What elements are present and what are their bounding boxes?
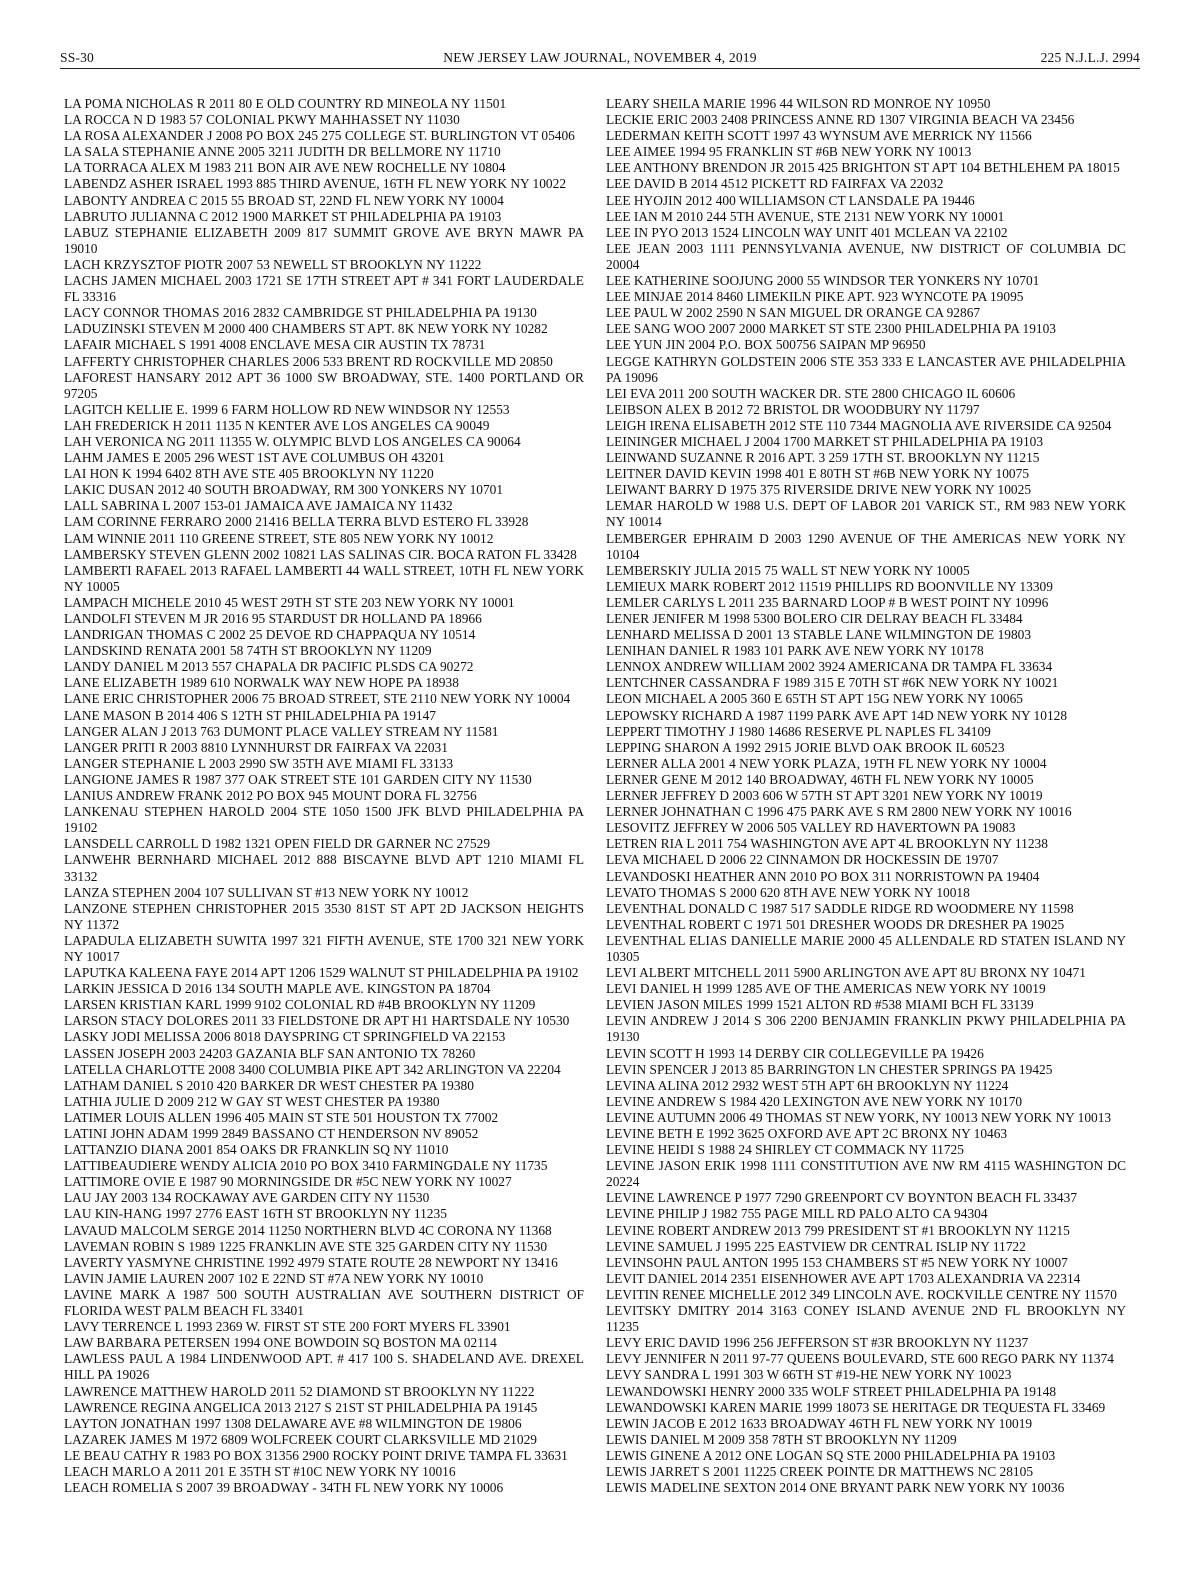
attorney-entry: LENIHAN DANIEL R 1983 101 PARK AVE NEW YORK NY 10178 bbox=[606, 643, 984, 659]
attorney-entry: LEVINE PHILIP J 1982 755 PAGE MILL RD PALO ALTO CA 94304 bbox=[606, 1206, 988, 1222]
attorney-entry: LACHS JAMEN MICHAEL 2003 1721 SE 17TH STREET APT # 341 FORT LAUDERDALE FL 33316 bbox=[64, 273, 584, 305]
attorney-entry: LABENDZ ASHER ISRAEL 1993 885 THIRD AVENUE, 16TH FL NEW YORK NY 10022 bbox=[64, 176, 567, 192]
attorney-entry: LATTIMORE OVIE E 1987 90 MORNINGSIDE DR #5C NEW YORK NY 10027 bbox=[64, 1174, 512, 1190]
attorney-entry: LEMBERSKIY JULIA 2015 75 WALL ST NEW YORK NY 10005 bbox=[606, 562, 970, 578]
attorney-entry: LEWIS DANIEL M 2009 358 78TH ST BROOKLYN NY 11209 bbox=[606, 1431, 957, 1447]
attorney-entry: LAMBERTI RAFAEL 2013 RAFAEL LAMBERTI 44 WALL STREET, 10TH FL NEW YORK NY 10005 bbox=[64, 562, 584, 594]
attorney-entry: LEARY SHEILA MARIE 1996 44 WILSON RD MONROE NY 10950 bbox=[606, 96, 991, 111]
attorney-entry: LEMAR HAROLD W 1988 U.S. DEPT OF LABOR 201 VARICK ST., RM 983 NEW YORK NY 10014 bbox=[606, 498, 1126, 530]
attorney-entry: LENER JENIFER M 1998 5300 BOLERO CIR DELRAY BEACH FL 33484 bbox=[606, 611, 1023, 626]
attorney-entry: LAVEMAN ROBIN S 1989 1225 FRANKLIN AVE STE 325 GARDEN CITY NY 11530 bbox=[64, 1238, 548, 1254]
attorney-entry: LEVINA ALINA 2012 2932 WEST 5TH APT 6H BROOKLYN NY 11224 bbox=[606, 1077, 1009, 1093]
attorney-entry: LECKIE ERIC 2003 2408 PRINCESS ANNE RD 1307 VIRGINIA BEACH VA 23456 bbox=[606, 112, 1075, 128]
attorney-entry: LEIGH IRENA ELISABETH 2012 STE 110 7344 MAGNOLIA AVE RIVERSIDE CA 92504 bbox=[606, 417, 1112, 433]
attorney-entry: LEPOWSKY RICHARD A 1987 1199 PARK AVE APT 14D NEW YORK NY 10128 bbox=[606, 707, 1068, 723]
attorney-entry: LATTIBEAUDIERE WENDY ALICIA 2010 PO BOX 3410 FARMINGDALE NY 11735 bbox=[64, 1158, 548, 1174]
attorney-entry: LAWLESS PAUL A 1984 LINDENWOOD APT. # 417 100 S. SHADELAND AVE. DREXEL HILL PA 19026 bbox=[64, 1351, 584, 1383]
attorney-entry: LEE KATHERINE SOOJUNG 2000 55 WINDSOR TER YONKERS NY 10701 bbox=[606, 273, 1040, 289]
left-column bbox=[64, 96, 584, 1496]
attorney-entry: LEVA MICHAEL D 2006 22 CINNAMON DR HOCKESSIN DE 19707 bbox=[606, 852, 999, 868]
attorney-entry: LEMIEUX MARK ROBERT 2012 11519 PHILLIPS RD BOONVILLE NY 13309 bbox=[606, 578, 1053, 594]
attorney-entry: LEVINE HEIDI S 1988 24 SHIRLEY CT COMMACK NY 11725 bbox=[606, 1142, 964, 1158]
attorney-entry: LATIMER LOUIS ALLEN 1996 405 MAIN ST STE 501 HOUSTON TX 77002 bbox=[64, 1109, 499, 1125]
attorney-entry: LEVITIN RENEE MICHELLE 2012 349 LINCOLN AVE. ROCKVILLE CENTRE NY 11570 bbox=[606, 1286, 1117, 1302]
attorney-entry: LEE SANG WOO 2007 2000 MARKET ST STE 2300 PHILADELPHIA PA 19103 bbox=[606, 321, 1056, 337]
attorney-entry: LACH KRZYSZTOF PIOTR 2007 53 NEWELL ST BROOKLYN NY 11222 bbox=[64, 256, 482, 272]
attorney-entry: LANDOLFI STEVEN M JR 2016 95 STARDUST DR HOLLAND PA 18966 bbox=[64, 611, 482, 626]
attorney-entry: LABRUTO JULIANNA C 2012 1900 MARKET ST PHILADELPHIA PA 19103 bbox=[64, 208, 502, 224]
attorney-entry: LANIUS ANDREW FRANK 2012 PO BOX 945 MOUNT DORA FL 32756 bbox=[64, 788, 477, 804]
attorney-entry: LEVINE JASON ERIK 1998 1111 CONSTITUTION AVE NW RM 4115 WASHINGTON DC 20224 bbox=[606, 1158, 1126, 1190]
attorney-entry: LANDY DANIEL M 2013 557 CHAPALA DR PACIFIC PLSDS CA 90272 bbox=[64, 659, 474, 675]
attorney-entry: LEGGE KATHRYN GOLDSTEIN 2006 STE 353 333 E LANCASTER AVE PHILADELPHIA PA 19096 bbox=[606, 353, 1126, 385]
attorney-entry: LEE DAVID B 2014 4512 PICKETT RD FAIRFAX VA 22032 bbox=[606, 176, 944, 192]
attorney-entry: LEVANDOSKI HEATHER ANN 2010 PO BOX 311 NORRISTOWN PA 19404 bbox=[606, 868, 1040, 884]
attorney-entry: LANE ELIZABETH 1989 610 NORWALK WAY NEW HOPE PA 18938 bbox=[64, 675, 459, 691]
attorney-entry: LA TORRACA ALEX M 1983 211 BON AIR AVE NEW ROCHELLE NY 10804 bbox=[64, 160, 506, 176]
attorney-entry: LEE IAN M 2010 244 5TH AVENUE, STE 2131 NEW YORK NY 10001 bbox=[606, 208, 1005, 224]
attorney-entry: LEE HYOJIN 2012 400 WILLIAMSON CT LANSDALE PA 19446 bbox=[606, 192, 975, 208]
attorney-entry: LEE IN PYO 2013 1524 LINCOLN WAY UNIT 401 MCLEAN VA 22102 bbox=[606, 224, 1008, 240]
attorney-entry: LAU KIN-HANG 1997 2776 EAST 16TH ST BROOKLYN NY 11235 bbox=[64, 1206, 447, 1222]
attorney-entry: LAKIC DUSAN 2012 40 SOUTH BROADWAY, RM 300 YONKERS NY 10701 bbox=[64, 482, 504, 498]
attorney-entry: LEE MINJAE 2014 8460 LIMEKILN PIKE APT. 923 WYNCOTE PA 19095 bbox=[606, 289, 1024, 305]
attorney-entry: LEVI ALBERT MITCHELL 2011 5900 ARLINGTON AVE APT 8U BRONX NY 10471 bbox=[606, 965, 1086, 981]
attorney-entry: LA POMA NICHOLAS R 2011 80 E OLD COUNTRY RD MINEOLA NY 11501 bbox=[64, 96, 507, 111]
attorney-entry: LANZA STEPHEN 2004 107 SULLIVAN ST #13 NEW YORK NY 10012 bbox=[64, 884, 469, 900]
publication-title: NEW JERSEY LAW JOURNAL, NOVEMBER 4, 2019 bbox=[443, 50, 757, 65]
attorney-entry: LANDRIGAN THOMAS C 2002 25 DEVOE RD CHAPPAQUA NY 10514 bbox=[64, 627, 476, 643]
attorney-entry: LAYTON JONATHAN 1997 1308 DELAWARE AVE #8 WILMINGTON DE 19806 bbox=[64, 1415, 522, 1431]
attorney-entry: LEININGER MICHAEL J 2004 1700 MARKET ST PHILADELPHIA PA 19103 bbox=[606, 433, 1044, 449]
attorney-entry: LEI EVA 2011 200 SOUTH WACKER DR. STE 2800 CHICAGO IL 60606 bbox=[606, 385, 1016, 401]
attorney-entry: LESOVITZ JEFFREY W 2006 505 VALLEY RD HAVERTOWN PA 19083 bbox=[606, 820, 1016, 836]
attorney-entry: LEPPERT TIMOTHY J 1980 14686 RESERVE PL NAPLES FL 34109 bbox=[606, 723, 991, 739]
attorney-entry: LANSDELL CARROLL D 1982 1321 OPEN FIELD DR GARNER NC 27529 bbox=[64, 836, 491, 852]
attorney-entry: LARKIN JESSICA D 2016 134 SOUTH MAPLE AVE. KINGSTON PA 18704 bbox=[64, 981, 491, 997]
attorney-entry: LAVERTY YASMYNE CHRISTINE 1992 4979 STATE ROUTE 28 NEWPORT NY 13416 bbox=[64, 1254, 558, 1270]
attorney-entry: LAWRENCE REGINA ANGELICA 2013 2127 S 21ST ST PHILADELPHIA PA 19145 bbox=[64, 1399, 538, 1415]
attorney-entry: LARSEN KRISTIAN KARL 1999 9102 COLONIAL RD #4B BROOKLYN NY 11209 bbox=[64, 997, 536, 1013]
attorney-entry: LERNER JOHNATHAN C 1996 475 PARK AVE S RM 2800 NEW YORK NY 10016 bbox=[606, 804, 1072, 820]
attorney-entry: LE BEAU CATHY R 1983 PO BOX 31356 2900 ROCKY POINT DRIVE TAMPA FL 33631 bbox=[64, 1447, 568, 1463]
page-header bbox=[60, 50, 1140, 69]
attorney-entry: LABUZ STEPHANIE ELIZABETH 2009 817 SUMMIT GROVE AVE BRYN MAWR PA 19010 bbox=[64, 224, 584, 256]
attorney-entry: LATHIA JULIE D 2009 212 W GAY ST WEST CHESTER PA 19380 bbox=[64, 1093, 440, 1109]
attorney-entry: LEVINE ANDREW S 1984 420 LEXINGTON AVE NEW YORK NY 10170 bbox=[606, 1093, 1023, 1109]
attorney-entry: LEVIN SPENCER J 2013 85 BARRINGTON LN CHESTER SPRINGS PA 19425 bbox=[606, 1061, 1053, 1077]
attorney-entry: LANGER ALAN J 2013 763 DUMONT PLACE VALLEY STREAM NY 11581 bbox=[64, 723, 499, 739]
attorney-entry: LAZAREK JAMES M 1972 6809 WOLFCREEK COURT CLARKSVILLE MD 21029 bbox=[64, 1431, 537, 1447]
attorney-entry: LEVENTHAL ROBERT C 1971 501 DRESHER WOODS DR DRESHER PA 19025 bbox=[606, 916, 1065, 932]
attorney-entry: LASKY JODI MELISSA 2006 8018 DAYSPRING CT SPRINGFIELD VA 22153 bbox=[64, 1029, 506, 1045]
attorney-entry: LEVATO THOMAS S 2000 620 8TH AVE NEW YORK NY 10018 bbox=[606, 884, 970, 900]
attorney-entry: LAH FREDERICK H 2011 1135 N KENTER AVE LOS ANGELES CA 90049 bbox=[64, 417, 490, 433]
attorney-entry: LEITNER DAVID KEVIN 1998 401 E 80TH ST #6B NEW YORK NY 10075 bbox=[606, 466, 1030, 482]
attorney-entry: LEE YUN JIN 2004 P.O. BOX 500756 SAIPAN MP 96950 bbox=[606, 337, 926, 353]
attorney-entry: LEMLER CARLYS L 2011 235 BARNARD LOOP # B WEST POINT NY 10996 bbox=[606, 594, 1049, 610]
attorney-entry: LA SALA STEPHANIE ANNE 2005 3211 JUDITH DR BELLMORE NY 11710 bbox=[64, 144, 501, 160]
attorney-entry: LEVINE LAWRENCE P 1977 7290 GREENPORT CV BOYNTON BEACH FL 33437 bbox=[606, 1190, 1078, 1206]
attorney-entry: LEPPING SHARON A 1992 2915 JORIE BLVD OAK BROOK IL 60523 bbox=[606, 739, 1005, 755]
attorney-entry: LATINI JOHN ADAM 1999 2849 BASSANO CT HENDERSON NV 89052 bbox=[64, 1126, 479, 1141]
attorney-entry: LABONTY ANDREA C 2015 55 BROAD ST, 22ND FL NEW YORK NY 10004 bbox=[64, 192, 504, 208]
attorney-entry: LATTANZIO DIANA 2001 854 OAKS DR FRANKLIN SQ NY 11010 bbox=[64, 1142, 449, 1158]
attorney-entry: LEMBERGER EPHRAIM D 2003 1290 AVENUE OF THE AMERICAS NEW YORK NY 10104 bbox=[606, 530, 1126, 562]
attorney-entry: LERNER ALLA 2001 4 NEW YORK PLAZA, 19TH FL NEW YORK NY 10004 bbox=[606, 755, 1047, 771]
attorney-entry: LANGER PRITI R 2003 8810 LYNNHURST DR FAIRFAX VA 22031 bbox=[64, 739, 448, 755]
attorney-entry: LATHAM DANIEL S 2010 420 BARKER DR WEST CHESTER PA 19380 bbox=[64, 1077, 474, 1093]
attorney-entry: LEVENTHAL DONALD C 1987 517 SADDLE RIDGE RD WOODMERE NY 11598 bbox=[606, 900, 1074, 916]
attorney-entry: LEVINE SAMUEL J 1995 225 EASTVIEW DR CENTRAL ISLIP NY 11722 bbox=[606, 1238, 1026, 1254]
attorney-entry: LAFFERTY CHRISTOPHER CHARLES 2006 533 BRENT RD ROCKVILLE MD 20850 bbox=[64, 353, 553, 369]
attorney-entry: LEVINE AUTUMN 2006 49 THOMAS ST NEW YORK, NY 10013 NEW YORK NY 10013 bbox=[606, 1109, 1112, 1125]
attorney-entry: LEON MICHAEL A 2005 360 E 65TH ST APT 15G NEW YORK NY 10065 bbox=[606, 691, 1023, 707]
attorney-entry: LEVINSOHN PAUL ANTON 1995 153 CHAMBERS ST #5 NEW YORK NY 10007 bbox=[606, 1254, 1068, 1270]
attorney-entry: LEVI DANIEL H 1999 1285 AVE OF THE AMERICAS NEW YORK NY 10019 bbox=[606, 981, 1046, 997]
attorney-entry: LEVY SANDRA L 1991 303 W 66TH ST #19-HE NEW YORK NY 10023 bbox=[606, 1367, 1012, 1383]
attorney-entry: LAWRENCE MATTHEW HAROLD 2011 52 DIAMOND ST BROOKLYN NY 11222 bbox=[64, 1383, 535, 1399]
attorney-entry: LEE ANTHONY BRENDON JR 2015 425 BRIGHTON ST APT 104 BETHLEHEM PA 18015 bbox=[606, 160, 1120, 176]
attorney-entry: LENNOX ANDREW WILLIAM 2002 3924 AMERICANA DR TAMPA FL 33634 bbox=[606, 659, 1053, 675]
attorney-entry: LEWIS JARRET S 2001 11225 CREEK POINTE DR MATTHEWS NC 28105 bbox=[606, 1463, 1034, 1479]
attorney-entry: LETREN RIA L 2011 754 WASHINGTON AVE APT 4L BROOKLYN NY 11238 bbox=[606, 836, 1048, 852]
attorney-entry: LAM CORINNE FERRARO 2000 21416 BELLA TERRA BLVD ESTERO FL 33928 bbox=[64, 514, 529, 530]
attorney-entry: LAMBERSKY STEVEN GLENN 2002 10821 LAS SALINAS CIR. BOCA RATON FL 33428 bbox=[64, 546, 577, 562]
attorney-entry: LANE MASON B 2014 406 S 12TH ST PHILADELPHIA PA 19147 bbox=[64, 707, 436, 723]
attorney-entry: LADUZINSKI STEVEN M 2000 400 CHAMBERS ST APT. 8K NEW YORK NY 10282 bbox=[64, 321, 548, 337]
attorney-entry: LEVIEN JASON MILES 1999 1521 ALTON RD #538 MIAMI BCH FL 33139 bbox=[606, 997, 1034, 1013]
attorney-entry: LAHM JAMES E 2005 296 WEST 1ST AVE COLUMBUS OH 43201 bbox=[64, 450, 445, 466]
attorney-entry: LAVAUD MALCOLM SERGE 2014 11250 NORTHERN BLVD 4C CORONA NY 11368 bbox=[64, 1222, 552, 1238]
attorney-entry: LANWEHR BERNHARD MICHAEL 2012 888 BISCAYNE BLVD APT 1210 MIAMI FL 33132 bbox=[64, 852, 584, 884]
attorney-entry: LATELLA CHARLOTTE 2008 3400 COLUMBIA PIKE APT 342 ARLINGTON VA 22204 bbox=[64, 1061, 561, 1077]
attorney-entry: LERNER GENE M 2012 140 BROADWAY, 46TH FL NEW YORK NY 10005 bbox=[606, 771, 1034, 787]
attorney-entry: LERNER JEFFREY D 2003 606 W 57TH ST APT 3201 NEW YORK NY 10019 bbox=[606, 788, 1043, 804]
attorney-entry: LEWIN JACOB E 2012 1633 BROADWAY 46TH FL NEW YORK NY 10019 bbox=[606, 1415, 1033, 1431]
attorney-entry: LEWANDOWSKI HENRY 2000 335 WOLF STREET PHILADELPHIA PA 19148 bbox=[606, 1383, 1057, 1399]
attorney-entry: LANE ERIC CHRISTOPHER 2006 75 BROAD STREET, STE 2110 NEW YORK NY 10004 bbox=[64, 691, 571, 707]
attorney-entry: LEE AIMEE 1994 95 FRANKLIN ST #6B NEW YORK NY 10013 bbox=[606, 144, 972, 160]
attorney-entry: LEE PAUL W 2002 2590 N SAN MIGUEL DR ORANGE CA 92867 bbox=[606, 305, 981, 321]
attorney-entry: LEVIN ANDREW J 2014 S 306 2200 BENJAMIN FRANKLIN PKWY PHILADELPHIA PA 19130 bbox=[606, 1013, 1126, 1045]
attorney-entry: LEDERMAN KEITH SCOTT 1997 43 WYNSUM AVE MERRICK NY 11566 bbox=[606, 128, 1032, 144]
attorney-entry: LA ROSA ALEXANDER J 2008 PO BOX 245 275 COLLEGE ST. BURLINGTON VT 05406 bbox=[64, 128, 575, 144]
attorney-entry: LAGITCH KELLIE E. 1999 6 FARM HOLLOW RD NEW WINDSOR NY 12553 bbox=[64, 401, 510, 417]
attorney-entry: LA ROCCA N D 1983 57 COLONIAL PKWY MAHHASSET NY 11030 bbox=[64, 112, 460, 128]
attorney-entry: LEWIS MADELINE SEXTON 2014 ONE BRYANT PARK NEW YORK NY 10036 bbox=[606, 1480, 1065, 1496]
attorney-entry: LALL SABRINA L 2007 153-01 JAMAICA AVE JAMAICA NY 11432 bbox=[64, 498, 453, 514]
attorney-entry: LEIBSON ALEX B 2012 72 BRISTOL DR WOODBURY NY 11797 bbox=[606, 401, 980, 417]
attorney-entry: LENTCHNER CASSANDRA F 1989 315 E 70TH ST #6K NEW YORK NY 10021 bbox=[606, 675, 1059, 691]
attorney-entry: LACY CONNOR THOMAS 2016 2832 CAMBRIDGE ST PHILADELPHIA PA 19130 bbox=[64, 305, 537, 321]
attorney-entry: LAVIN JAMIE LAUREN 2007 102 E 22ND ST #7A NEW YORK NY 10010 bbox=[64, 1270, 484, 1286]
attorney-entry: LAU JAY 2003 134 ROCKAWAY AVE GARDEN CITY NY 11530 bbox=[64, 1190, 430, 1206]
attorney-entry: LAW BARBARA PETERSEN 1994 ONE BOWDOIN SQ BOSTON MA 02114 bbox=[64, 1335, 497, 1351]
attorney-entry: LAVINE MARK A 1987 500 SOUTH AUSTRALIAN AVE SOUTHERN DISTRICT OF FLORIDA WEST PALM BEACH FL 33401 bbox=[64, 1286, 584, 1319]
attorney-entry: LEACH ROMELIA S 2007 39 BROADWAY - 34TH FL NEW YORK NY 10006 bbox=[64, 1480, 504, 1496]
attorney-entry: LAH VERONICA NG 2011 11355 W. OLYMPIC BLVD LOS ANGELES CA 90064 bbox=[64, 433, 521, 449]
attorney-entry: LEVIT DANIEL 2014 2351 EISENHOWER AVE APT 1703 ALEXANDRIA VA 22314 bbox=[606, 1270, 1081, 1286]
attorney-entry: LAFAIR MICHAEL S 1991 4008 ENCLAVE MESA CIR AUSTIN TX 78731 bbox=[64, 337, 486, 353]
attorney-entry: LEVIN SCOTT H 1993 14 DERBY CIR COLLEGEVILLE PA 19426 bbox=[606, 1045, 984, 1061]
attorney-entry: LEACH MARLO A 2011 201 E 35TH ST #10C NEW YORK NY 10016 bbox=[64, 1463, 456, 1479]
attorney-entry: LAM WINNIE 2011 110 GREENE STREET, STE 805 NEW YORK NY 10012 bbox=[64, 530, 494, 546]
attorney-entry: LEVENTHAL ELIAS DANIELLE MARIE 2000 45 ALLENDALE RD STATEN ISLAND NY 10305 bbox=[606, 932, 1126, 964]
attorney-entry: LEINWAND SUZANNE R 2016 APT. 3 259 17TH ST. BROOKLYN NY 11215 bbox=[606, 450, 1040, 466]
attorney-entry: LANZONE STEPHEN CHRISTOPHER 2015 3530 81ST ST APT 2D JACKSON HEIGHTS NY 11372 bbox=[64, 900, 584, 932]
attorney-entry: LANGIONE JAMES R 1987 377 OAK STREET STE 101 GARDEN CITY NY 11530 bbox=[64, 771, 532, 787]
attorney-entry: LEVY ERIC DAVID 1996 256 JEFFERSON ST #3R BROOKLYN NY 11237 bbox=[606, 1335, 1029, 1351]
attorney-entry: LANGER STEPHANIE L 2003 2990 SW 35TH AVE MIAMI FL 33133 bbox=[64, 755, 454, 771]
attorney-entry: LAI HON K 1994 6402 8TH AVE STE 405 BROOKLYN NY 11220 bbox=[64, 466, 434, 482]
attorney-entry: LAMPACH MICHELE 2010 45 WEST 29TH ST STE 203 NEW YORK NY 10001 bbox=[64, 594, 515, 610]
attorney-entry: LARSON STACY DOLORES 2011 33 FIELDSTONE DR APT H1 HARTSDALE NY 10530 bbox=[64, 1013, 570, 1029]
attorney-entry: LAPADULA ELIZABETH SUWITA 1997 321 FIFTH AVENUE, STE 1700 321 NEW YORK NY 10017 bbox=[64, 932, 584, 964]
citation-number: 225 N.J.L.J. 2994 bbox=[1040, 50, 1140, 65]
attorney-entry: LAVY TERRENCE L 1993 2369 W. FIRST ST STE 200 FORT MYERS FL 33901 bbox=[64, 1319, 511, 1335]
attorney-entry: LANDSKIND RENATA 2001 58 74TH ST BROOKLYN NY 11209 bbox=[64, 643, 432, 659]
right-column bbox=[606, 96, 1126, 1496]
attorney-entry: LEVY JENNIFER N 2011 97-77 QUEENS BOULEVARD, STE 600 REGO PARK NY 11374 bbox=[606, 1351, 1114, 1367]
attorney-entry: LEVINE BETH E 1992 3625 OXFORD AVE APT 2C BRONX NY 10463 bbox=[606, 1126, 1008, 1141]
attorney-entry: LEWIS GINENE A 2012 ONE LOGAN SQ STE 2000 PHILADELPHIA PA 19103 bbox=[606, 1447, 1056, 1463]
attorney-entry: LAFOREST HANSARY 2012 APT 36 1000 SW BROADWAY, STE. 1400 PORTLAND OR 97205 bbox=[64, 369, 584, 401]
attorney-entry: LEIWANT BARRY D 1975 375 RIVERSIDE DRIVE NEW YORK NY 10025 bbox=[606, 482, 1032, 498]
attorney-entry: LEE JEAN 2003 1111 PENNSYLVANIA AVENUE, NW DISTRICT OF COLUMBIA DC 20004 bbox=[606, 240, 1126, 272]
attorney-entry: LEVINE ROBERT ANDREW 2013 799 PRESIDENT ST #1 BROOKLYN NY 11215 bbox=[606, 1222, 1070, 1238]
page-section-number: SS-30 bbox=[60, 50, 95, 65]
attorney-entry: LASSEN JOSEPH 2003 24203 GAZANIA BLF SAN ANTONIO TX 78260 bbox=[64, 1045, 476, 1061]
attorney-entry: LEWANDOWSKI KAREN MARIE 1999 18073 SE HERITAGE DR TEQUESTA FL 33469 bbox=[606, 1399, 1106, 1415]
attorney-entry: LAPUTKA KALEENA FAYE 2014 APT 1206 1529 WALNUT ST PHILADELPHIA PA 19102 bbox=[64, 965, 579, 981]
attorney-entry: LENHARD MELISSA D 2001 13 STABLE LANE WILMINGTON DE 19803 bbox=[606, 627, 1032, 643]
attorney-entry: LANKENAU STEPHEN HAROLD 2004 STE 1050 1500 JFK BLVD PHILADELPHIA PA 19102 bbox=[64, 804, 584, 836]
attorney-entry: LEVITSKY DMITRY 2014 3163 CONEY ISLAND AVENUE 2ND FL BROOKLYN NY 11235 bbox=[606, 1303, 1126, 1335]
